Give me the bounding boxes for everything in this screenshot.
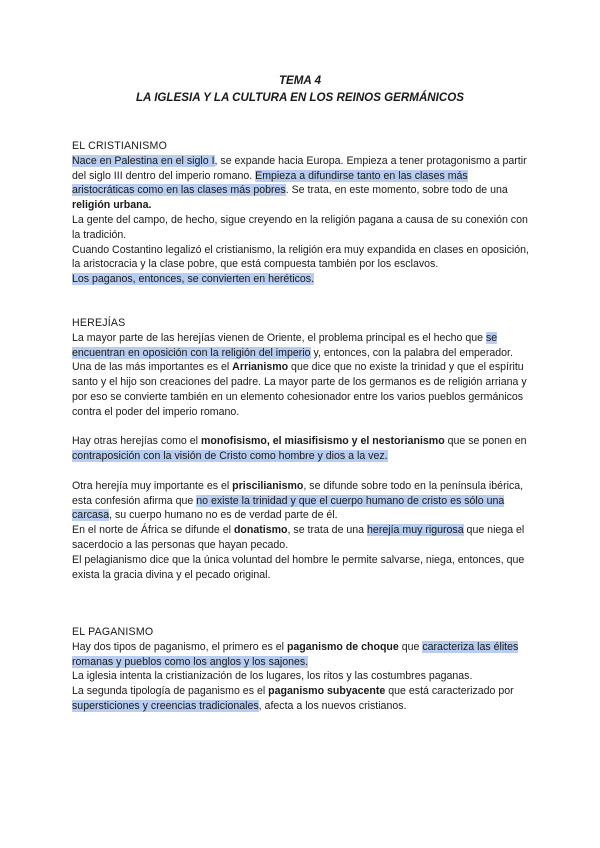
text-run: , se expande hacia Europa. Empieza a tener protagonismo a partir del siglo III dentro del imperio romano. — [72, 154, 527, 182]
text-run: , su cuerpo humano no es de verdad parte de él. — [109, 509, 338, 522]
paragraph: La gente del campo, de hecho, sigue creyendo en la religión pagana a causa de su conexión con la tradición. — [72, 213, 528, 241]
text-run: Una de las más importantes es el — [72, 361, 233, 374]
text-run: que niega el sacerdocio a las personas que hayan pecado. — [72, 524, 525, 551]
text-run: Hay dos tipos de paganismo, el primero es el — [72, 640, 287, 653]
text-run: La segunda tipología de paganismo es el — [72, 685, 269, 698]
section-cristianismo — [72, 139, 532, 287]
text-run: Hay otras herejías como el — [72, 435, 201, 448]
paragraph: La iglesia intenta la cristianización de los lugares, los ritos y las costumbres paganas. — [72, 670, 473, 683]
paragraph: Cuando Costantino legalizó el cristianismo, la religión era muy expandida en clases en oposición, la aristocracia y la clase pobre, que está compuesta también por los esclavos. — [72, 243, 529, 271]
text-run: que está caracterizado por — [385, 685, 514, 698]
bold-term: religión urbana. — [72, 199, 152, 212]
highlight: supersticiones y creencias tradicionales — [72, 699, 259, 712]
highlight: contraposición con la visión de Cristo como hombre y dios a la vez. — [72, 450, 388, 463]
bold-term: paganismo de choque — [286, 640, 399, 653]
highlight: caracteriza las élites romanas y pueblos como los anglos y los sajones. — [72, 640, 519, 668]
highlight: Los paganos, entonces, se convierten en heréticos. — [72, 273, 315, 286]
text-run: , afecta a los nuevos cristianos. — [258, 699, 407, 712]
section-heading-herejias: HEREJÍAS — [72, 317, 126, 329]
section-heading-cristianismo: EL CRISTIANISMO — [72, 140, 168, 152]
tema-number: TEMA 4 — [278, 74, 322, 87]
paragraph — [72, 360, 532, 419]
highlight: se encuentran en oposición con la religión del imperio — [72, 331, 498, 359]
text-run: que dice que no existe la trinidad y que el espíritu santo y el hijo son creaciones del padre. La mayor parte de los germanos es de religión arriana y por eso se convierte también en un elemento cohesionador entre los varios pueblos germánicos contra el poder del imperio romano. — [72, 361, 527, 418]
text-run: , se trata de una — [287, 524, 368, 537]
text-run: En el norte de África se difunde el — [72, 524, 234, 537]
document-title: LA IGLESIA Y LA CULTURA EN LOS REINOS GERMÁNICOS — [135, 91, 465, 104]
paragraph — [72, 684, 532, 714]
bold-term: paganismo subyacente — [268, 685, 386, 698]
bold-term: donatismo — [233, 524, 288, 537]
highlight: herejía muy rigurosa — [367, 524, 464, 537]
highlight: no existe la trinidad y que el cuerpo humano de cristo es sólo una carcasa — [72, 494, 505, 522]
text-run: que se ponen en — [444, 435, 527, 448]
spacer — [72, 464, 532, 479]
text-run: Otra herejía muy importante es el — [72, 479, 233, 492]
paragraph — [72, 479, 532, 523]
spacer — [72, 420, 532, 435]
paragraph — [72, 154, 532, 213]
paragraph — [72, 523, 532, 553]
text-run: , se difunde sobre todo en la península ibérica, esta confesión afirma que — [72, 479, 524, 507]
section-herejias — [72, 316, 532, 582]
paragraph — [72, 272, 532, 287]
text-run: . Se trata, en este momento, sobre todo de una — [285, 184, 508, 197]
text-run: y, entonces, con la palabra del emperador. — [310, 346, 513, 359]
section-paganismo — [72, 625, 532, 714]
paragraph — [72, 331, 532, 361]
text-run: que — [398, 640, 423, 653]
highlight: Nace en Palestina en el siglo I — [72, 154, 215, 167]
paragraph — [72, 434, 532, 464]
bold-term: priscilianismo — [232, 479, 304, 492]
text-run: La mayor parte de las herejías vienen de Oriente, el problema principal es el hecho que — [72, 331, 486, 344]
bold-term: monofisismo, el miasifisismo y el nestorianismo — [200, 435, 445, 448]
paragraph: El pelagianismo dice que la única voluntad del hombre le permite salvarse, niega, entonces, que exista la gracia divina y el pecado original. — [72, 553, 525, 581]
bold-term: Arrianismo — [232, 361, 289, 374]
paragraph — [72, 640, 532, 670]
highlight: Empieza a difundirse tanto en las clases más aristocráticas como en las clases más pobres — [72, 169, 468, 197]
section-heading-paganismo: EL PAGANISMO — [72, 626, 154, 638]
